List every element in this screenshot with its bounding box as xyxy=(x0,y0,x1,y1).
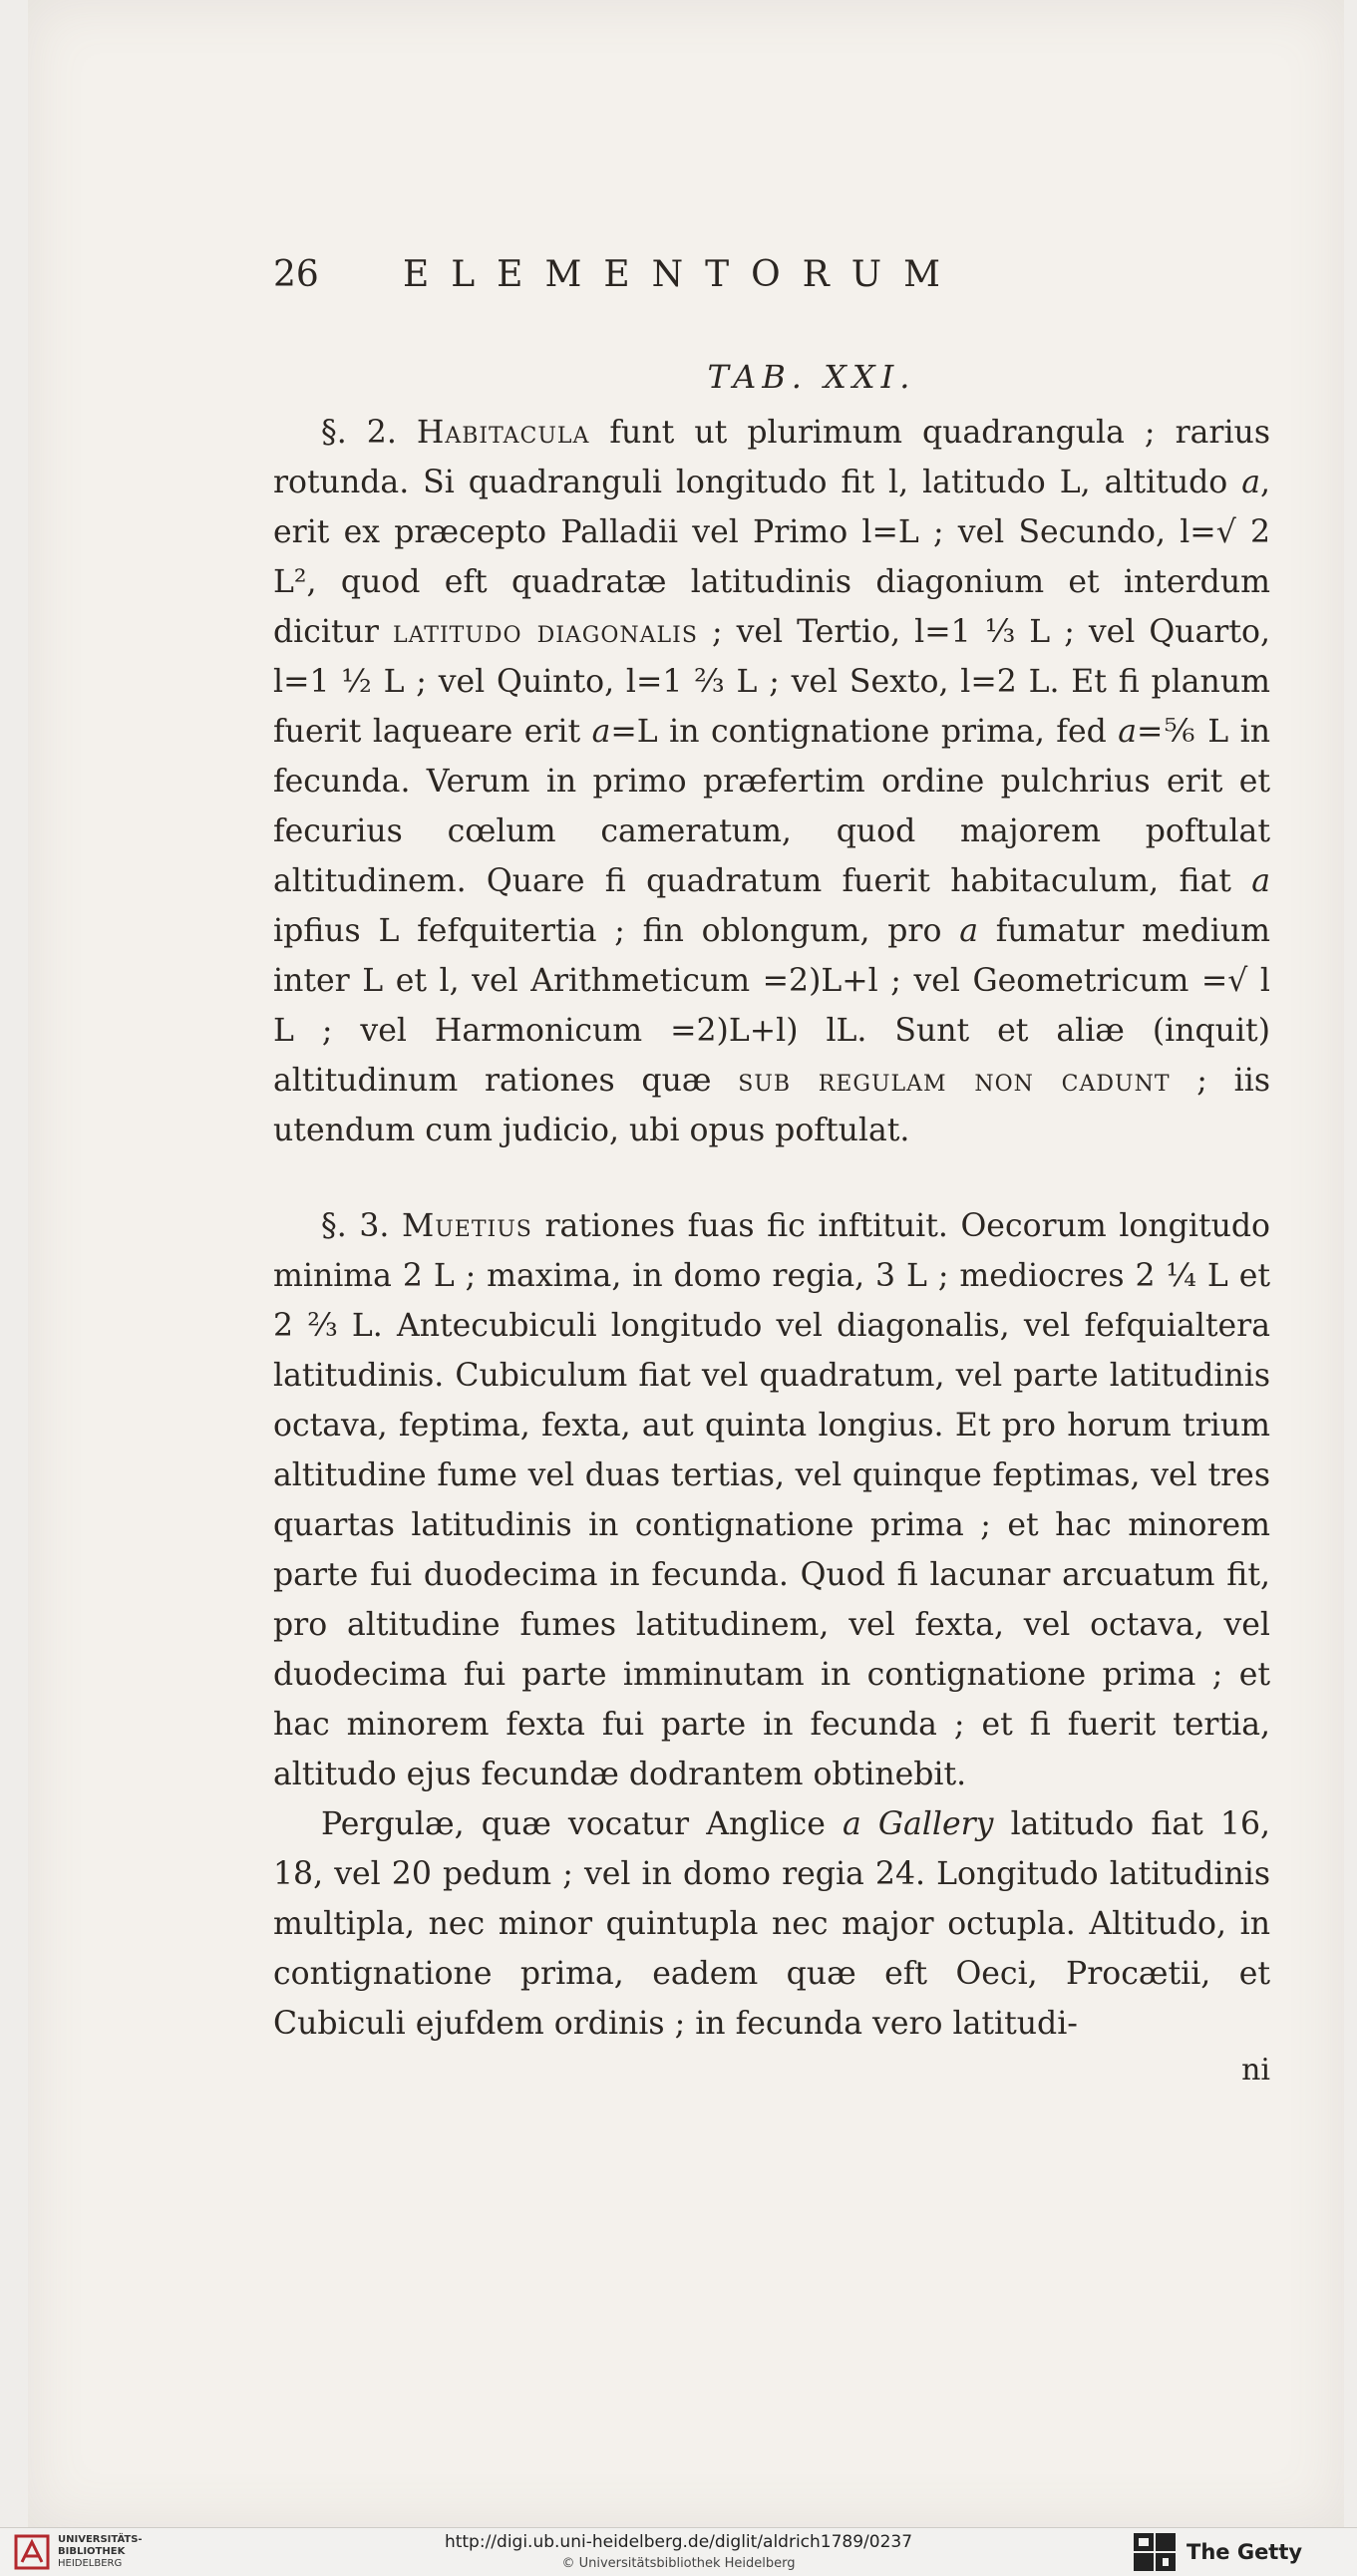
viewer-footer xyxy=(0,2527,1357,2576)
plate-reference: TAB. XXI. xyxy=(707,358,916,396)
copyright-notice: © Universitätsbibliothek Heidelberg xyxy=(561,2556,796,2571)
book-page xyxy=(28,0,1344,2527)
university-library-name: UNIVERSITÄTS- BIBLIOTHEK HEIDELBERG xyxy=(58,2534,143,2569)
permalink-url[interactable]: http://digi.ub.uni-heidelberg.de/diglit/aldrich1789/0237 xyxy=(444,2532,913,2552)
running-title: ELEMENTORUM xyxy=(403,254,962,295)
running-head xyxy=(273,254,1270,310)
page-number: 26 xyxy=(273,254,319,295)
page-text xyxy=(273,254,1270,2091)
getty-logo-icon xyxy=(1133,2532,1177,2572)
catchword: ni xyxy=(1241,2053,1270,2088)
paragraph-pergulae: Pergulæ, quæ vocatur Anglice a Gallery latitudo fiat 16, 18, vel 20 pedum ; vel in domo regia 24. Longitudo latitudinis multipla, nec minor quintupla nec major octupla. Altitudo, in contignatione prima, eadem quæ eft Oeci, Procætii, et Cubiculi ejufdem ordinis ; in fecunda vero latitudi- xyxy=(273,1806,1270,2042)
getty-name: The Getty xyxy=(1187,2540,1303,2564)
paragraph-muetius: §. 3. Muetius rationes fuas fic inftituit. Oecorum longitudo minima 2 L ; maxima, in domo regia, 3 L ; mediocres 2 ¼ L et 2 ⅔ L. Antecubiculi longitudo vel diagonalis, vel fefquialtera latitudinis. Cubiculum fiat vel quadratum, vel parte latitudinis octava, feptima, fexta, aut quinta longius. Et pro horum trium altitudine fume vel duas tertias, vel quinque feptimas, vel tres quartas latitudinis in contignatione prima ; et hac minorem parte fui duodecima in fecunda. Quod fi lacunar arcuatum fit, pro altitudine fumes latitudinem, vel fexta, vel octava, vel duodecima fui parte imminutam in contignatione prima ; et hac minorem fexta fui parte in fecunda ; et fi fuerit tertia, altitudo ejus fecundæ dodrantem obtinebit. xyxy=(273,1208,1270,1792)
paragraph-gap xyxy=(273,1155,1270,1201)
paragraph-habitacula: §. 2. Habitacula funt ut plurimum quadrangula ; rarius rotunda. Si quadranguli longitudo fit l, latitudo L, altitudo a, erit ex præcepto Palladii vel Primo l=L ; vel Secundo, l=√ 2 L², quod eft quadratæ latitudinis diagonium et interdum dicitur latitudo diagonalis ; vel Tertio, l=1 ⅓ L ; vel Quarto, l=1 ½ L ; vel Quinto, l=1 ⅔ L ; vel Sexto, l=2 L. Et fi planum fuerit laqueare erit a=L in contignatione prima, fed a=⅚ L in fecunda. Verum in primo præfertim ordine pulchrius erit et fecurius cœlum cameratum, quod majorem poftulat altitudinem. Quare fi quadratum fuerit habitaculum, fiat a ipfius L fefquitertia ; fin oblongum, pro a fumatur medium inter L et l, vel Arithmeticum =2)L+l ; vel Geometricum =√ l L ; vel Harmonicum =2)L+l) lL. Sunt et aliæ (inquit) altitudinum rationes quæ sub regulam non cadunt ; iis utendum cum judicio, ubi opus poftulat. xyxy=(273,415,1270,1148)
